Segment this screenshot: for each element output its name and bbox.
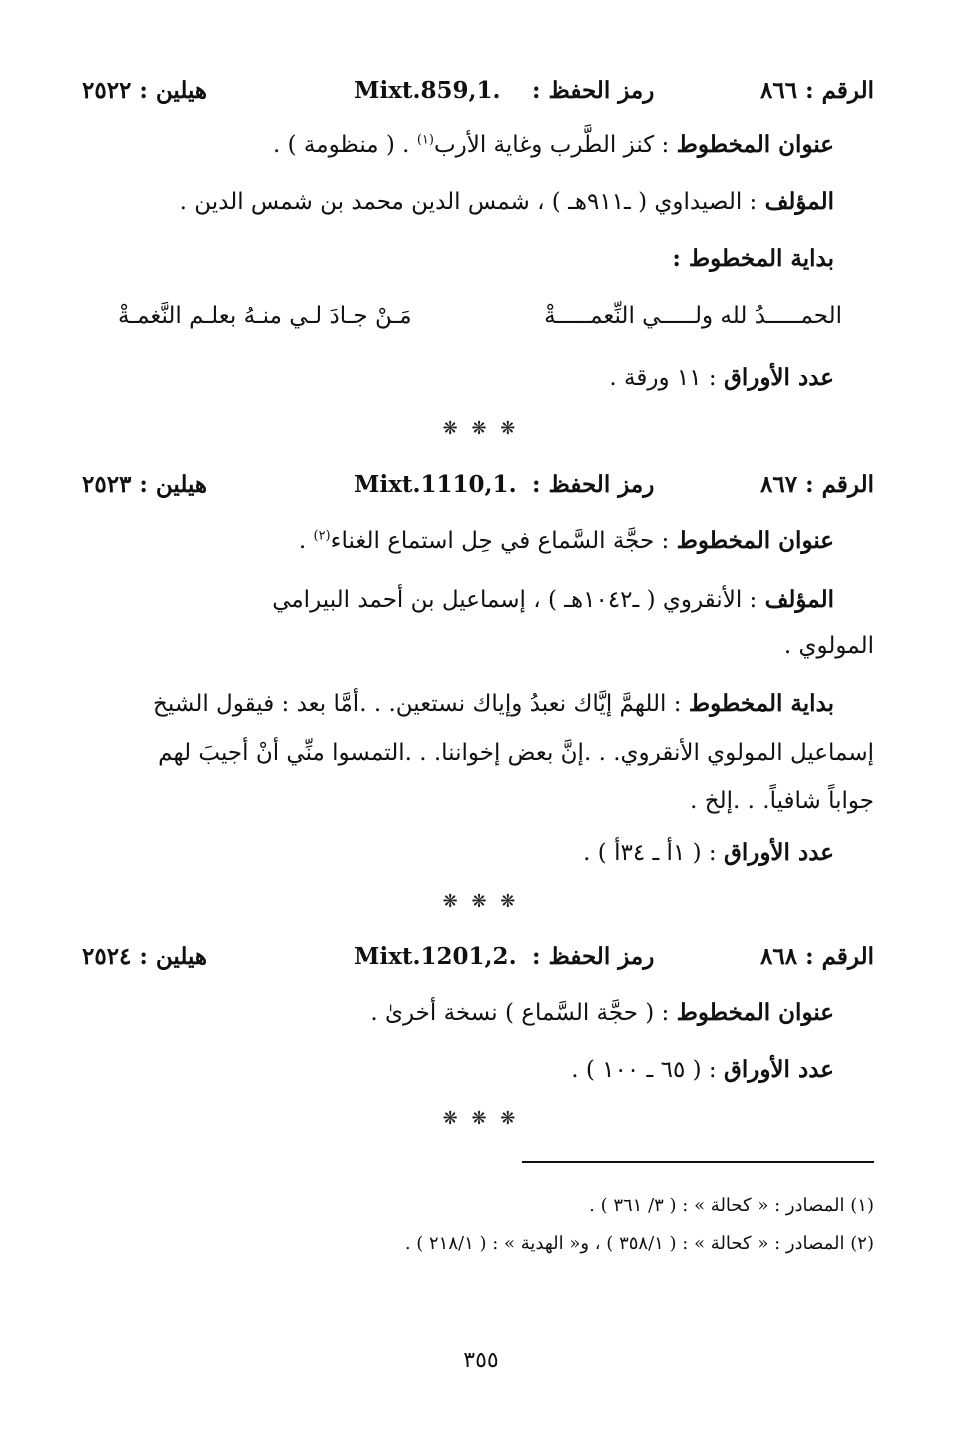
separator: ❋ ❋ ❋ bbox=[442, 1108, 520, 1129]
shelfmark-label: رمز الحفظ : bbox=[532, 943, 655, 970]
shelfmark-label: رمز الحفظ : bbox=[532, 77, 655, 104]
shelfmark-code: Mixt.1110,1. bbox=[354, 471, 517, 498]
manuscript-author bbox=[272, 585, 834, 615]
beginning-text: : اللهمَّ إيَّاك نعبدُ وإياك نستعين. . .أمَّا بعد : فيقول الشيخ bbox=[153, 691, 682, 717]
entry-header bbox=[82, 940, 874, 974]
shelfmark-label: رمز الحفظ : bbox=[532, 471, 655, 498]
footnote-marker: (١) bbox=[416, 132, 434, 148]
separator: ❋ ❋ ❋ bbox=[442, 891, 520, 912]
author-continuation: المولوي . bbox=[783, 633, 874, 659]
verse-second-hemistich: مَـنْ جـادَ لـي منـهُ بعلـم النَّغمـةْ bbox=[118, 303, 412, 329]
shelfmark-code: Mixt.1201,2. bbox=[354, 943, 517, 970]
page-number: ٣٥٥ bbox=[463, 1348, 499, 1373]
shelfmark-code: Mixt.859,1. bbox=[354, 77, 501, 104]
manuscript-title bbox=[273, 130, 834, 160]
leaves-count bbox=[571, 1055, 834, 1085]
entry-number: الرقم : ٨٦٧ bbox=[760, 471, 874, 498]
entry-number: الرقم : ٨٦٨ bbox=[760, 943, 874, 970]
manuscript-title bbox=[299, 526, 834, 556]
manuscript-author bbox=[180, 187, 834, 217]
hellin-number: هيلين : ٢٥٢٢ bbox=[82, 77, 208, 104]
manuscript-title bbox=[370, 998, 834, 1028]
verse-first-hemistich: الحمـــــدُ لله ولـــــي النِّعمـــــةْ bbox=[544, 303, 842, 329]
leaves-label: عدد الأوراق bbox=[723, 1056, 834, 1083]
separator: ❋ ❋ ❋ bbox=[442, 418, 520, 439]
title-after: . bbox=[298, 528, 314, 554]
beginning-label: بداية المخطوط bbox=[688, 690, 834, 717]
title-label: عنوان المخطوط bbox=[676, 131, 834, 158]
entry-header bbox=[82, 74, 874, 108]
footnote-marker: (٢) bbox=[313, 528, 331, 544]
title-after: . ( منظومة ) . bbox=[273, 132, 417, 158]
leaves-text: : ( ١أ ـ ٣٤أ ) . bbox=[583, 840, 717, 866]
leaves-text: : ( ٦٥ ـ ١٠٠ ) . bbox=[571, 1057, 717, 1083]
title-text: : كنز الطَّرب وغاية الأرب bbox=[433, 132, 670, 158]
leaves-text: : ١١ ورقة . bbox=[609, 365, 717, 391]
footnote-2: (٢) المصادر : « كحالة » : ( ٣٥٨/١ ) ، و« الهدية » : ( ٢١٨/١ ) . bbox=[404, 1233, 874, 1254]
title-label: عنوان المخطوط bbox=[676, 527, 834, 554]
author-label: المؤلف bbox=[764, 586, 834, 613]
beginning-line-1 bbox=[153, 689, 834, 719]
entry-number: الرقم : ٨٦٦ bbox=[760, 77, 874, 104]
leaves-count bbox=[609, 363, 834, 393]
leaves-label: عدد الأوراق bbox=[723, 364, 834, 391]
entry-header bbox=[82, 468, 874, 502]
title-text: : حجَّة السَّماع في حِل استماع الغناء bbox=[330, 528, 670, 554]
hellin-number: هيلين : ٢٥٢٣ bbox=[82, 471, 208, 498]
leaves-count bbox=[583, 838, 834, 868]
footnote-rule bbox=[522, 1161, 874, 1163]
beginning-line-2: إسماعيل المولوي الأنقروي. . .إنَّ بعض إخواننا. . .التمسوا منِّي أنْ أجيبَ لهم bbox=[158, 740, 874, 766]
hellin-number: هيلين : ٢٥٢٤ bbox=[82, 943, 208, 970]
title-label: عنوان المخطوط bbox=[676, 999, 834, 1026]
author-label: المؤلف bbox=[764, 188, 834, 215]
beginning-label: بداية المخطوط : bbox=[672, 245, 834, 272]
beginning-line-3: جواباً شافياً. . .إلخ . bbox=[690, 788, 874, 814]
footnote-1: (١) المصادر : « كحالة » : ( ٣/ ٣٦١ ) . bbox=[589, 1195, 874, 1216]
leaves-label: عدد الأوراق bbox=[723, 839, 834, 866]
author-text: : الأنقروي ( ـ١٠٤٢هـ ) ، إسماعيل بن أحمد البيرامي bbox=[272, 587, 758, 613]
author-text: : الصيداوي ( ـ٩١١هـ ) ، شمس الدين محمد بن شمس الدين . bbox=[179, 189, 758, 215]
title-text: : ( حجَّة السَّماع ) نسخة أخرىٰ . bbox=[370, 1000, 670, 1026]
